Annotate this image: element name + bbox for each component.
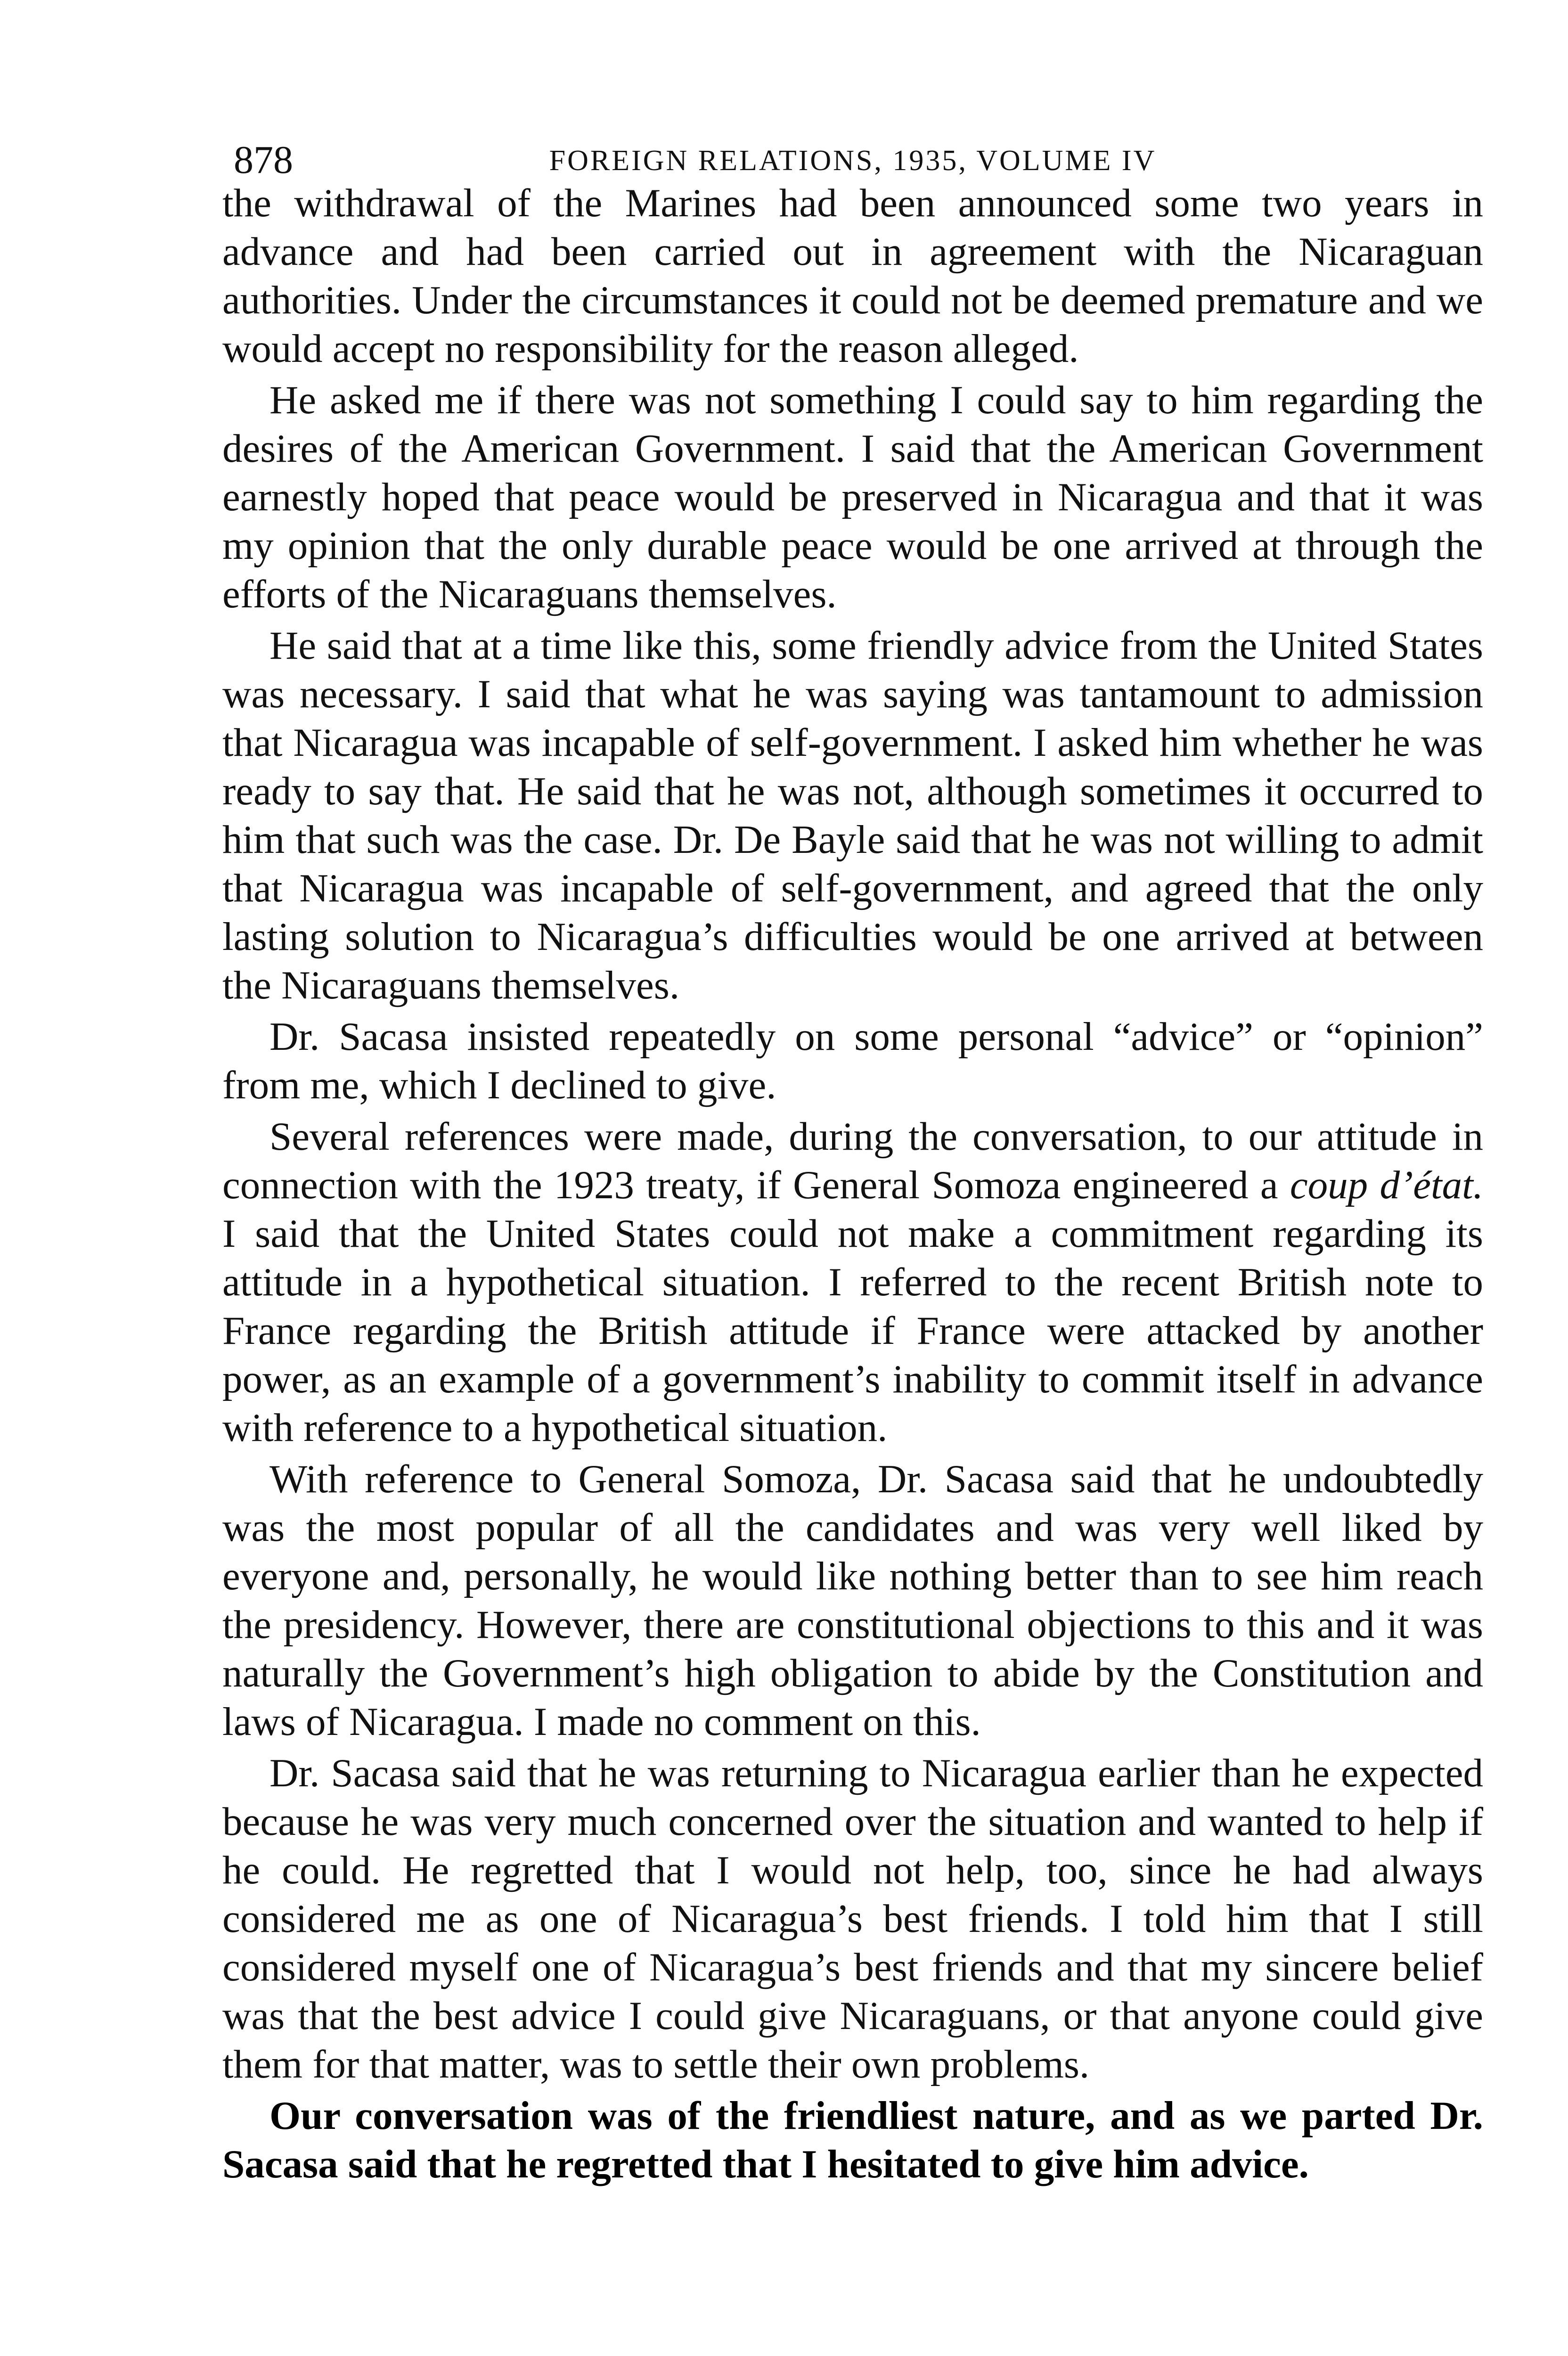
- paragraph: Dr. Sacasa insisted repeatedly on some personal “advice” or “opinion” from me, which I declined to give.: [222, 1014, 1483, 1107]
- italic-phrase: coup d’état.: [1290, 1163, 1483, 1207]
- paragraph: Our conversation was of the friendliest nature, and as we parted Dr. Sacasa said that he regretted that I hesitated to give him advice.: [222, 2094, 1483, 2186]
- paragraph-text: I said that the United States could not make a commitment regarding its attitude in a hypothetical situation. I referred to the recent British note to France regarding the British attitude if France were attacked by another power, as an example of a government’s inability to commit itself in advance with reference to a hypothetical situation.: [222, 1211, 1483, 1450]
- page-header: [222, 118, 1483, 182]
- paragraph: He asked me if there was not something I could say to him regarding the desires of the American Government. I said that the American Government earnestly hoped that peace would be preserved in Nicaragua and that it was my opinion that the only durable peace would be one arrived at through the efforts of the Nicaraguans themselves.: [222, 378, 1483, 616]
- paragraph: the withdrawal of the Marines had been announced some two years in advance and had been carried out in agreement with the Nicaraguan authorities. Under the circumstances it could not be deemed premature and we would accept no responsibility for the reason alleged.: [222, 181, 1483, 371]
- body-text: [222, 179, 1483, 2189]
- paragraph: He said that at a time like this, some friendly advice from the United States was necessary. I said that what he was saying was tantamount to admission that Nicaragua was incapable of self-government. I asked him whether he was ready to say that. He said that he was not, although sometimes it occurred to him that such was the case. Dr. De Bayle said that he was not willing to admit that Nicaragua was incapable of self-government, and agreed that the only lasting solution to Nicaragua’s difficulties would be one arrived at between the Nicaraguans themselves.: [222, 623, 1483, 1007]
- document-page: [222, 118, 1483, 2192]
- paragraph: [222, 1113, 1483, 1452]
- paragraph: With reference to General Somoza, Dr. Sacasa said that he undoubtedly was the most popular of all the candidates and was very well liked by everyone and, personally, he would like nothing better than to see him reach the presidency. However, there are constitutional objections to this and it was naturally the Government’s high obligation to abide by the Constitution and laws of Nicaragua. I made no comment on this.: [222, 1457, 1483, 1744]
- paragraph-text: Several references were made, during the conversation, to our attitude in connection with the 1923 treaty, if General Somoza engineered a: [222, 1114, 1483, 1207]
- paragraph: Dr. Sacasa said that he was returning to Nicaragua earlier than he expected because he was very much concerned over the situation and wanted to help if he could. He regretted that I would not help, too, since he had always considered me as one of Nicaragua’s best friends. I told him that I still considered myself one of Nicaragua’s best friends and that my sincere belief was that the best advice I could give Nicaraguans, or that anyone could give them for that matter, was to settle their own problems.: [222, 1751, 1483, 2086]
- page-number: 878: [234, 138, 293, 182]
- running-head: FOREIGN RELATIONS, 1935, VOLUME IV: [549, 145, 1157, 177]
